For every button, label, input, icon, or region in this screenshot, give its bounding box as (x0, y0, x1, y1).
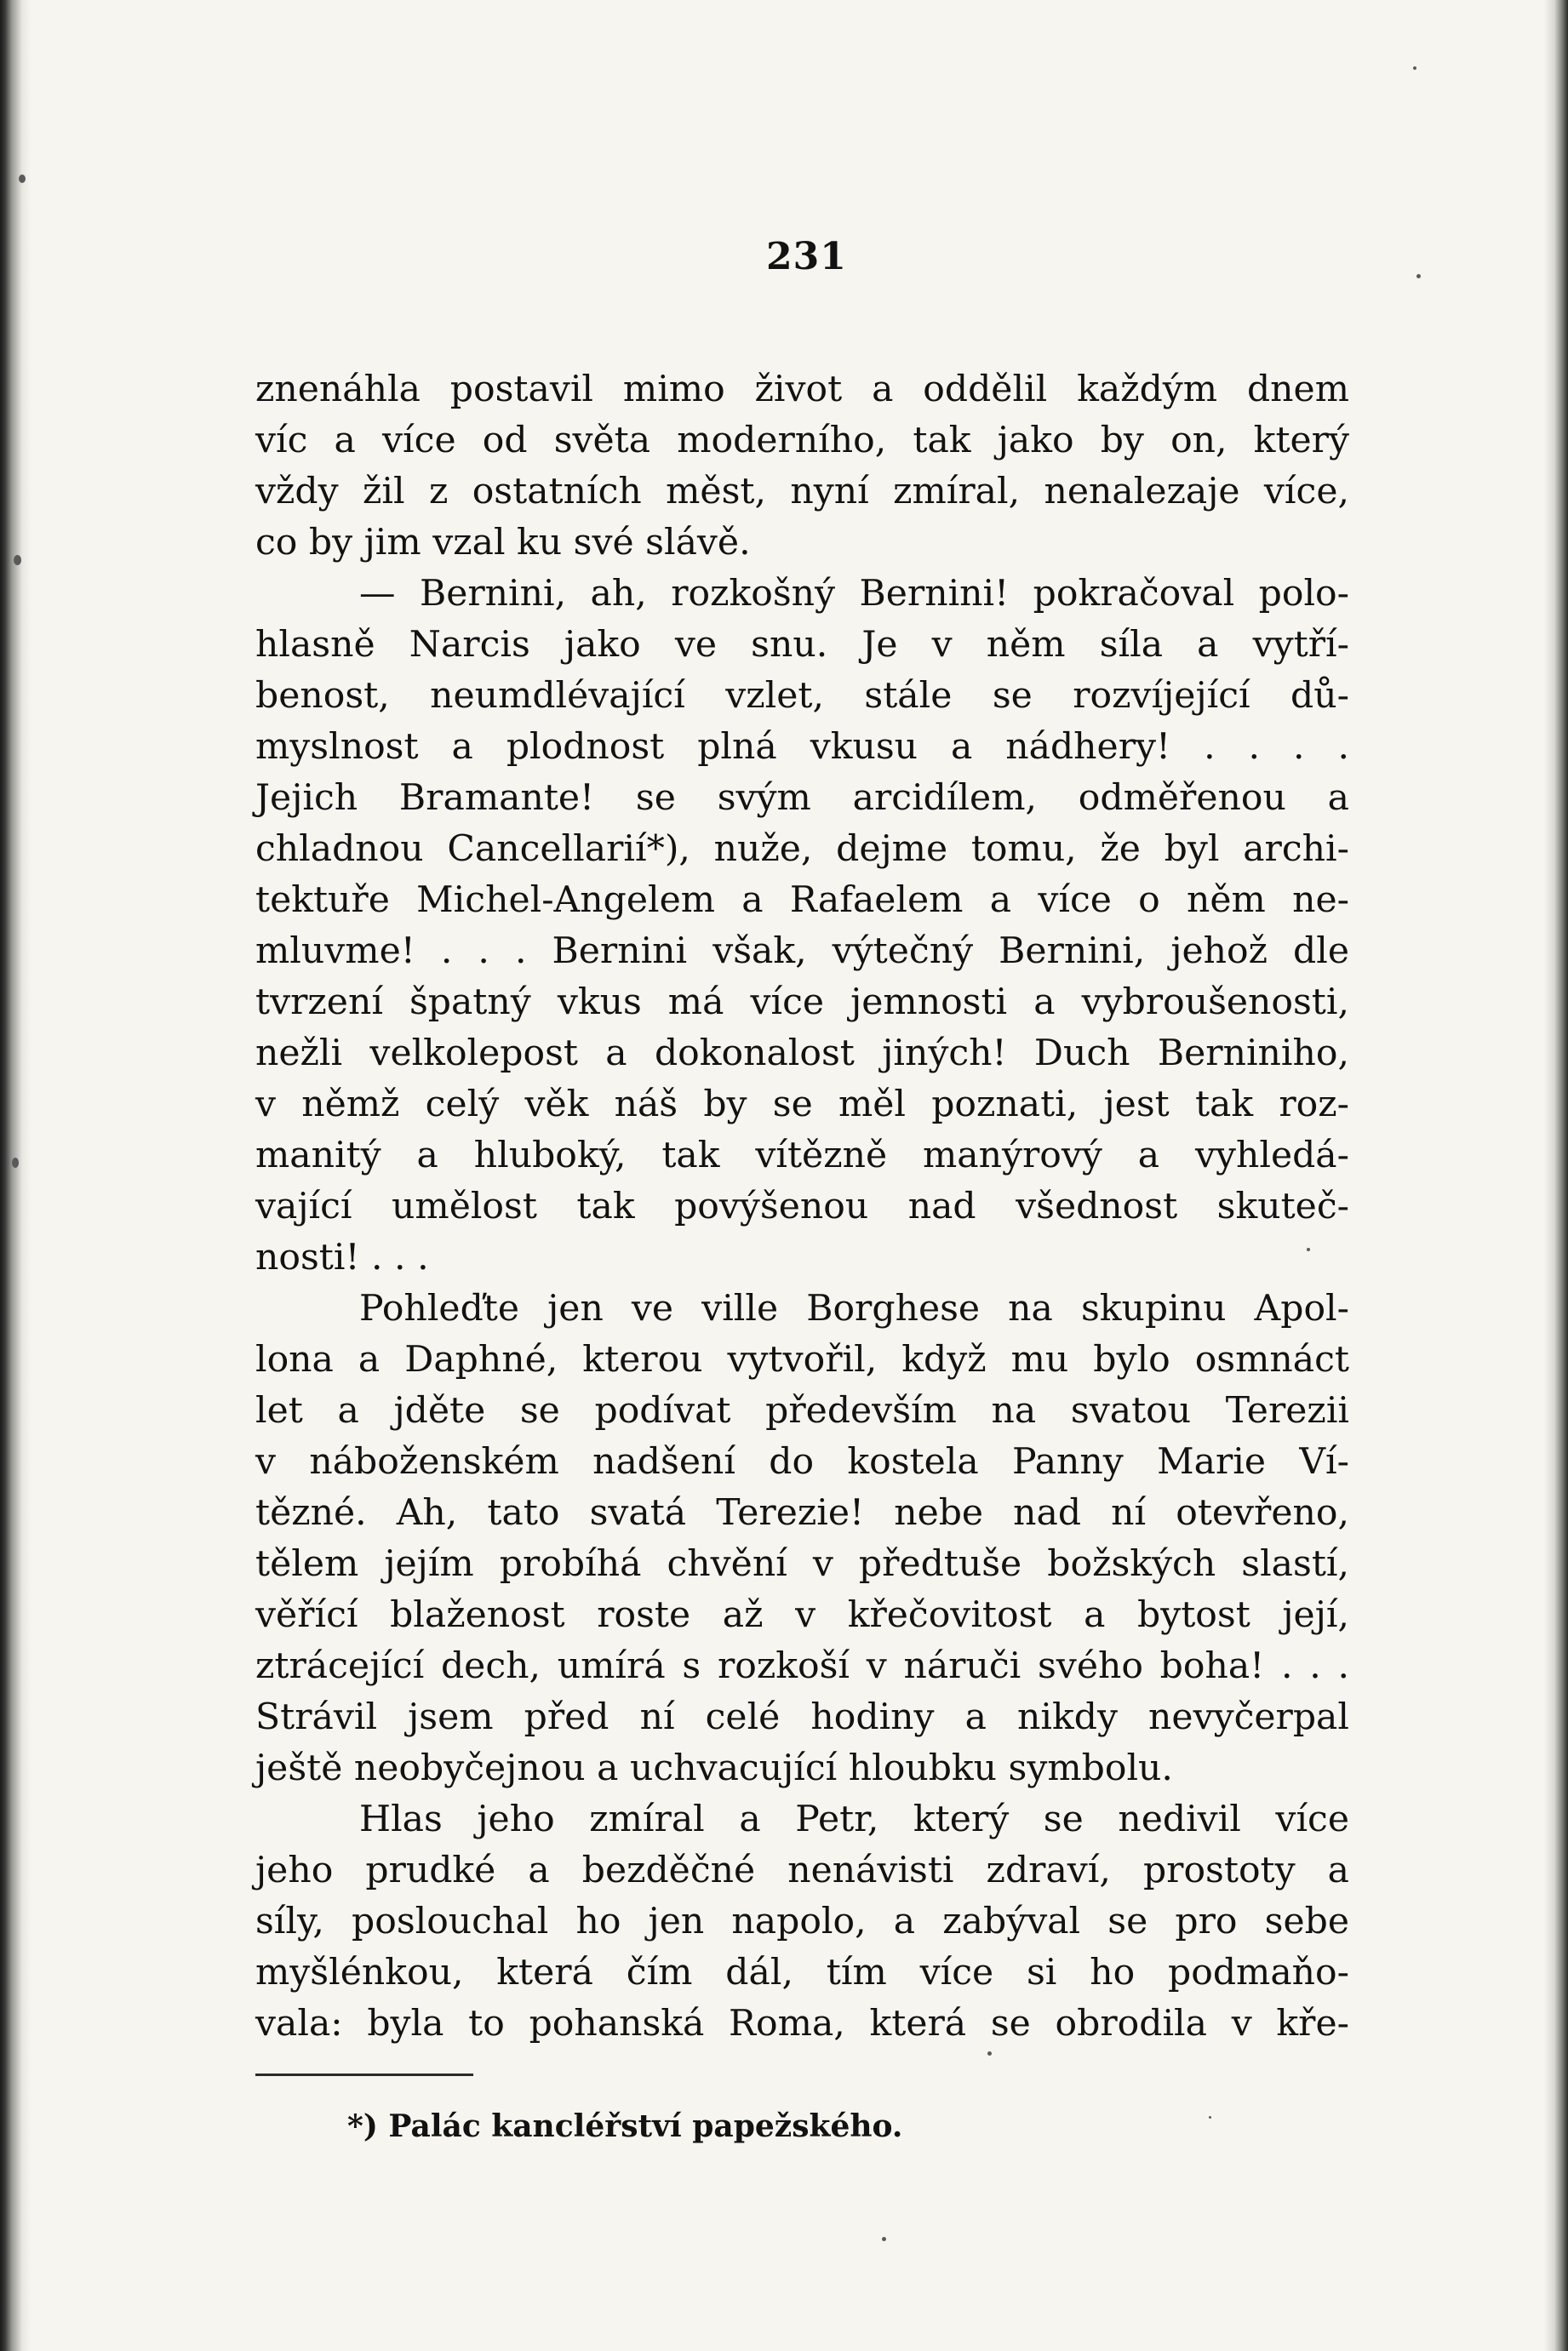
text-line: vající umělost tak povýšenou nad všednost skuteč- (255, 1186, 1349, 1227)
text-line: let a jděte se podívat především na svatou Terezii (255, 1390, 1349, 1432)
text-line: Pohleďte jen ve ville Borghese na skupinu Apol- (359, 1288, 1349, 1330)
text-line: víc a více od světa moderního, tak jako by on, který (255, 420, 1349, 461)
scan-speck (1209, 2116, 1211, 2119)
text-line: myslnost a plodnost plná vkusu a nádhery! . . . . (255, 726, 1349, 768)
text-line: tězné. Ah, tato svatá Terezie! nebe nad ní otevřeno, (255, 1492, 1349, 1534)
scan-speck (1413, 66, 1416, 70)
text-line: v němž celý věk náš by se měl poznati, jest tak roz- (255, 1084, 1349, 1125)
text-line: ztrácející dech, umírá s rozkoší v náruči svého boha! . . . (255, 1645, 1349, 1687)
text-line: tektuře Michel-Angelem a Rafaelem a více o něm ne- (255, 879, 1349, 921)
body-text (255, 364, 1349, 2050)
text-line: myšlénkou, která čím dál, tím více si ho podmaňo- (255, 1952, 1349, 1993)
text-line: nežli velkolepost a dokonalost jiných! Duch Berniniho, (255, 1032, 1349, 1074)
text-line: chladnou Cancellarií*), nuže, dejme tomu, že byl archi- (255, 828, 1349, 870)
text-line: co by jim vzal ku své slávě. (255, 522, 751, 563)
text-line: věřící blaženost roste až v křečovitost a bytost její, (255, 1594, 1349, 1636)
text-line: vala: byla to pohanská Roma, která se obrodila v kře- (255, 2003, 1349, 2045)
text-line: benost, neumdlévající vzlet, stále se rozvíjející dů- (255, 675, 1349, 717)
text-line: — Bernini, ah, rozkošný Bernini! pokračoval polo- (359, 573, 1349, 615)
text-line: tělem jejím probíhá chvění v předtuše božských slastí, (255, 1543, 1349, 1585)
scan-speck (14, 555, 21, 565)
footnote-rule (255, 2074, 473, 2076)
text-line: znenáhla postavil mimo život a oddělil každým dnem (255, 369, 1349, 410)
scan-speck (882, 2237, 886, 2241)
scan-speck (19, 174, 26, 183)
text-line: v náboženském nadšení do kostela Panny Marie Ví- (255, 1441, 1349, 1483)
text-line: nosti! . . . (255, 1237, 429, 1278)
text-line: manitý a hluboký, tak vítězně manýrový a vyhledá- (255, 1135, 1349, 1176)
page-edge (1544, 0, 1568, 2351)
text-line: Jejich Bramante! se svým arcidílem, odměřenou a (255, 777, 1349, 819)
scan-speck (987, 2051, 992, 2056)
scan-speck (12, 1158, 19, 1168)
scan-speck (1307, 1248, 1310, 1251)
text-line: vždy žil z ostatních měst, nyní zmíral, nenalezaje více, (255, 471, 1349, 512)
text-line: Hlas jeho zmíral a Petr, který se nedivil více (359, 1799, 1349, 1840)
text-line: ještě neobyčejnou a uchvacující hloubku symbolu. (255, 1748, 1173, 1789)
text-line: jeho prudké a bezděčné nenávisti zdraví, prostoty a (255, 1850, 1349, 1891)
text-line: mluvme! . . . Bernini však, výtečný Bernini, jehož dle (255, 930, 1349, 972)
binding-edge (0, 0, 31, 2351)
page-number: 231 (766, 235, 847, 278)
text-line: Strávil jsem před ní celé hodiny a nikdy nevyčerpal (255, 1696, 1349, 1738)
text-line: síly, poslouchal ho jen napolo, a zabýval se pro sebe (255, 1901, 1349, 1942)
text-line: tvrzení špatný vkus má více jemnosti a vybroušenosti, (255, 981, 1349, 1023)
text-line: lona a Daphné, kterou vytvořil, když mu bylo osmnáct (255, 1339, 1349, 1381)
footnote: *) Palác kancléřství papežského. (347, 2108, 903, 2144)
scan-speck (1416, 274, 1421, 278)
text-line: hlasně Narcis jako ve snu. Je v něm síla a vytří- (255, 624, 1349, 666)
